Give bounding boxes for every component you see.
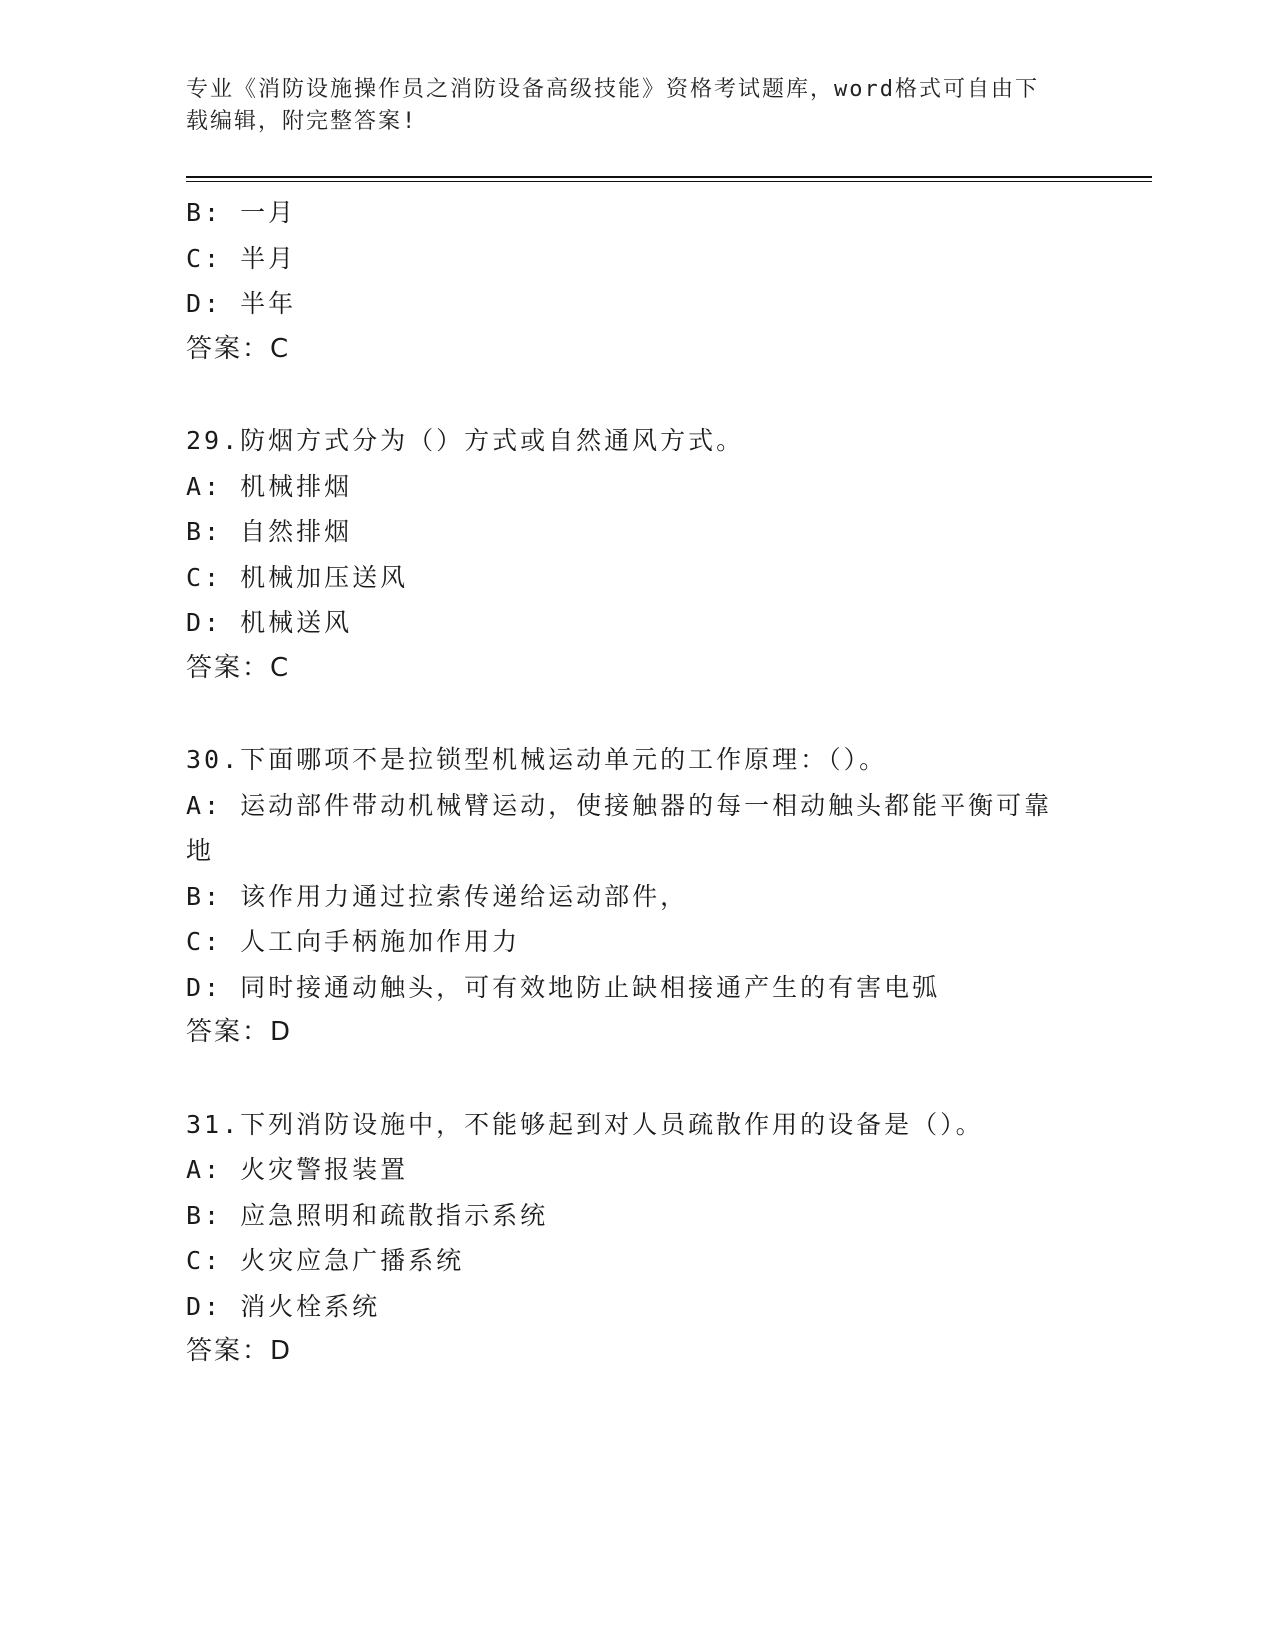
spacer bbox=[186, 1056, 1086, 1102]
option-a: A: 运动部件带动机械臂运动，使接触器的每一相动触头都能平衡可靠地 bbox=[186, 790, 1053, 865]
option-d: D: 机械送风 bbox=[186, 608, 353, 637]
option-c: C: 半月 bbox=[186, 243, 297, 273]
answer-line: 答案：D bbox=[186, 1017, 293, 1047]
option-a: A: 火灾警报装置 bbox=[186, 1155, 409, 1184]
document-header bbox=[186, 74, 1066, 138]
header-text-line2: 载编辑，附完整答案! bbox=[186, 109, 418, 134]
option-b: B: 自然排烟 bbox=[186, 517, 353, 546]
question-stem: 30.下面哪项不是拉锁型机械运动单元的工作原理：（）。 bbox=[186, 745, 888, 774]
question-block-30 bbox=[186, 737, 1086, 1056]
question-block-29 bbox=[186, 418, 1086, 691]
answer-line: 答案：C bbox=[186, 652, 291, 683]
answer-line: 答案：C bbox=[186, 333, 291, 364]
question-stem: 29.防烟方式分为（）方式或自然通风方式。 bbox=[186, 426, 745, 455]
option-c: C: 机械加压送风 bbox=[186, 562, 409, 592]
option-a: A: 机械排烟 bbox=[186, 471, 353, 501]
option-b: B: 该作用力通过拉索传递给运动部件， bbox=[186, 881, 689, 911]
option-b: B: 一月 bbox=[186, 198, 297, 227]
answer-line: 答案：D bbox=[186, 1336, 293, 1366]
header-text-line1: 专业《消防设施操作员之消防设备高级技能》资格考试题库，word格式可自由下 bbox=[186, 77, 1039, 102]
question-list bbox=[186, 190, 1086, 1375]
question-stem: 31.下列消防设施中，不能够起到对人员疏散作用的设备是（）。 bbox=[186, 1109, 984, 1139]
header-divider-thick bbox=[186, 176, 1152, 178]
option-c: C: 火灾应急广播系统 bbox=[186, 1246, 465, 1275]
spacer bbox=[186, 691, 1086, 737]
option-d: D: 同时接通动触头，可有效地防止缺相接通产生的有害电弧 bbox=[186, 972, 941, 1002]
spacer bbox=[186, 372, 1086, 418]
option-c: C: 人工向手柄施加作用力 bbox=[186, 927, 521, 956]
option-d: D: 半年 bbox=[186, 289, 297, 318]
option-d: D: 消火栓系统 bbox=[186, 1291, 381, 1321]
header-divider-thin bbox=[186, 181, 1152, 182]
question-block-31 bbox=[186, 1102, 1086, 1375]
option-b: B: 应急照明和疏散指示系统 bbox=[186, 1200, 549, 1230]
question-block-28 bbox=[186, 190, 1086, 372]
